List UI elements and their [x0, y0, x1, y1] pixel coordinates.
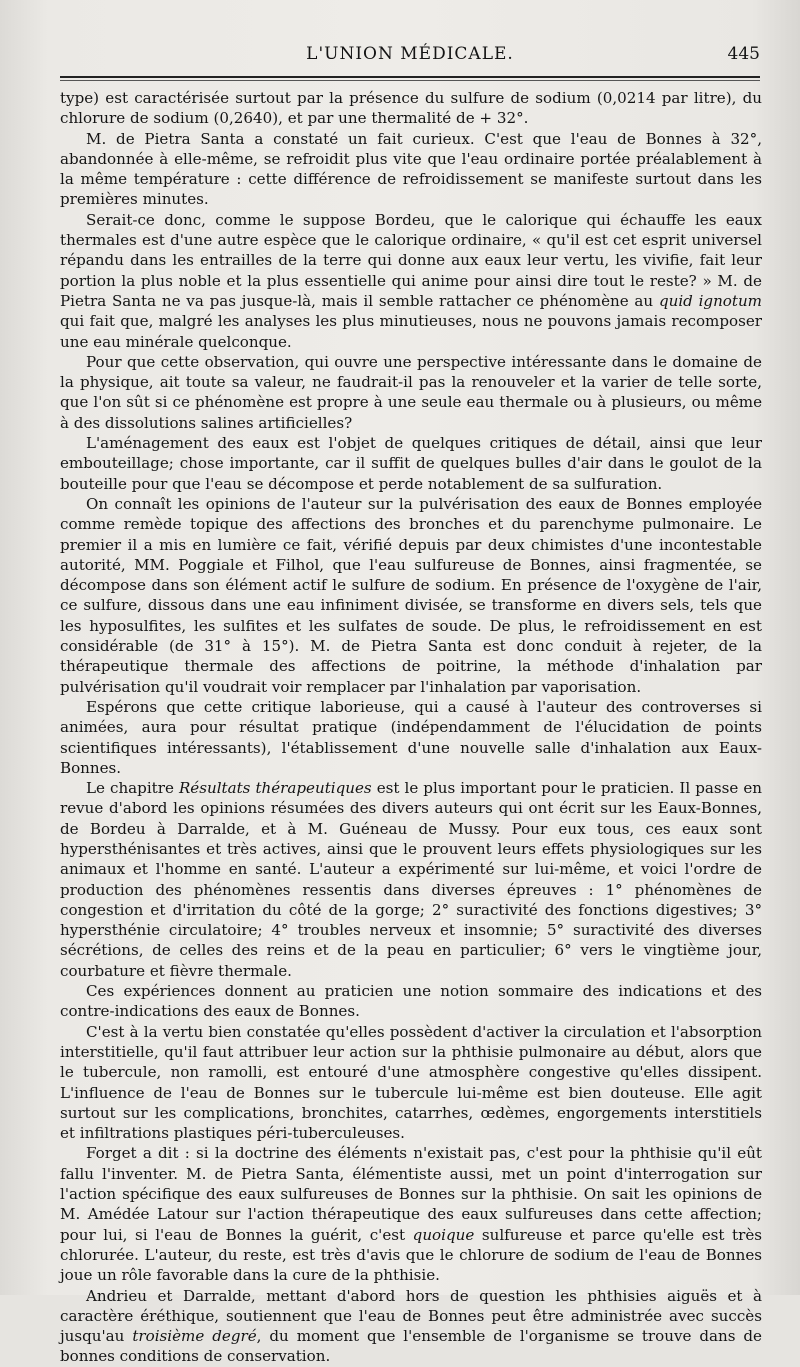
header-rule [60, 76, 760, 81]
paragraph-text: Le chapitre [86, 779, 179, 798]
italic-phrase: troisième degré [132, 1327, 257, 1346]
paragraph [60, 1286, 762, 1367]
paragraph: Espérons que cette critique laborieuse, qui a causé à l'auteur des controverses si animées, aura pour résultat pratique (indépendamment de l'élucidation de points scientifiques intéressants), l'établissement d'une nouvelle salle d'inhalation aux Eaux-Bonnes. [60, 697, 762, 777]
italic-phrase: quid ignotum [658, 291, 762, 310]
italic-phrase: Résultats thérapeutiques [178, 779, 372, 798]
paragraph: Ces expériences donnent au praticien une notion sommaire des indications et des contre-indications des eaux de Bonnes. [60, 982, 762, 1021]
paragraph [60, 1143, 762, 1285]
article-body [60, 88, 762, 1367]
paragraph: Pour que cette observation, qui ouvre une perspective intéressante dans le domaine de la physique, ait toute sa valeur, ne faudrait-il pas la renouveler et la varier de telle sorte, que l'on sût si ce phénomène est propre à une seule eau thermale ou à plusieurs, ou même à des dissolutions salines artificielles? [60, 352, 762, 432]
paragraph-text: Serait-ce donc, comme le suppose Bordeu, que le calorique qui échauffe les eaux thermales est d'une autre espèce que le calorique ordinaire, « qu'il est cet esprit universel répandu dans les entrailles de la terre qui donne aux eaux leur vertu, les vivifie, fait leur portion la plus noble et la plus essentielle qui anime pour ainsi dire tout le reste? » M. de Pietra Santa ne va pas jusque-là, mais il semble rattacher ce phénomène au [60, 210, 762, 310]
paragraph [60, 210, 762, 352]
paragraph: M. de Pietra Santa a constaté un fait curieux. C'est que l'eau de Bonnes à 32°, abandonnée à elle-même, se refroidit plus vite que l'eau ordinaire portée préalablement à la même température : cette différence de refroidissement se manifeste surtout dans les premières minutes. [60, 129, 762, 209]
paragraph: C'est à la vertu bien constatée qu'elles possèdent d'activer la circulation et l'absorption interstitielle, qu'il faut attribuer leur action sur la phthisie pulmonaire au début, alors que le tubercule, non ramolli, est entouré d'une atmosphère congestive qu'elles dissipent. L'influence de l'eau de Bonnes sur le tubercule lui-même est bien douteuse. Elle agit surtout sur les complications, bronchites, catarrhes, œdèmes, engorgements interstitiels et infiltrations plastiques péri-tuberculeuses. [60, 1022, 762, 1143]
paragraph-text: Forget a dit : si la doctrine des éléments n'existait pas, c'est pour la phthisie qu'il eût fallu l'inventer. M. de Pietra Santa, élémentiste aussi, met un point d'interrogation sur l'action spécifique des eaux sulfureuses de Bonnes sur la phthisie. On sait les opinions de M. Amédée Latour sur l'action thérapeutique des eaux sulfureuses dans cette affection; pour lui, si l'eau de Bonnes la guérit, c'est [60, 1144, 762, 1244]
paragraph-text: qui fait que, malgré les analyses les plus minutieuses, nous ne pouvons jamais recomposer une eau minérale quelconque. [60, 312, 762, 351]
paragraph [60, 778, 762, 981]
running-title: L'UNION MÉDICALE. [306, 44, 514, 64]
paragraph-text: sulfureuse et parce qu'elle est très chlorurée. L'auteur, du reste, est très d'avis que le chlorure de sodium de l'eau de Bonnes joue un rôle favorable dans la cure de la phthisie. [60, 1225, 763, 1285]
paragraph-text: Andrieu et Darralde, mettant d'abord hors de question les phthisies aiguës et à caractère éréthique, soutiennent que l'eau de Bonnes peut être administrée avec succès jusqu'au [60, 1286, 762, 1346]
page-number: 445 [727, 44, 760, 64]
page-header [60, 40, 760, 74]
paragraph: type) est caractérisée surtout par la présence du sulfure de sodium (0,0214 par litre), du chlorure de sodium (0,2640), et par une thermalité de + 32°. [60, 89, 762, 128]
paragraph-text: est le plus important pour le praticien. Il passe en revue d'abord les opinions résumées des divers auteurs qui ont écrit sur les Eaux-Bonnes, de Bordeu à Darralde, et à M. Guéneau de Mussy. Pour eux tous, ces eaux sont hypersthénisantes et très actives, ainsi que le prouvent leurs effets physiologiques sur les animaux et l'homme en santé. L'auteur a expérimenté sur lui-même, et voici l'ordre de production des phénomènes ressentis dans diverses épreuves : 1° phénomènes de congestion et d'irritation du côté de la gorge; 2° suractivité des fonctions digestives; 3° hypersthénie circulatoire; 4° troubles nerveux et insomnie; 5° suractivité des diverses sécrétions, de celles des reins et de la peau en particulier; 6° vers le vingtième jour, courbature et fièvre thermale. [60, 779, 763, 980]
paragraph-text: , du moment que l'ensemble de l'organisme se trouve dans de bonnes conditions de conservation. [60, 1327, 762, 1366]
paragraph: On connaît les opinions de l'auteur sur la pulvérisation des eaux de Bonnes employée comme remède topique des affections des bronches et du parenchyme pulmonaire. Le premier il a mis en lumière ce fait, vérifié depuis par deux chimistes d'une incontestable autorité, MM. Poggiale et Filhol, que l'eau sulfureuse de Bonnes, ainsi fragmentée, se décompose dans son élément actif le sulfure de sodium. En présence de l'oxygène de l'air, ce sulfure, dissous dans une eau infiniment divisée, se transforme en divers sels, tels que les hyposulfites, les sulfites et les sulfates de soude. De plus, le refroidissement en est considérable (de 31° à 15°). M. de Pietra Santa est donc conduit à rejeter, de la thérapeutique thermale des affections de poitrine, la méthode d'inhalation par pulvérisation qu'il voudrait voir remplacer par l'inhalation par vaporisation. [60, 494, 762, 696]
italic-phrase: quoique [412, 1225, 475, 1244]
paragraph: L'aménagement des eaux est l'objet de quelques critiques de détail, ainsi que leur embouteillage; chose importante, car il suffit de quelques bulles d'air dans le goulot de la bouteille pour que l'eau se décompose et perde notablement de sa sulfuration. [60, 434, 762, 493]
